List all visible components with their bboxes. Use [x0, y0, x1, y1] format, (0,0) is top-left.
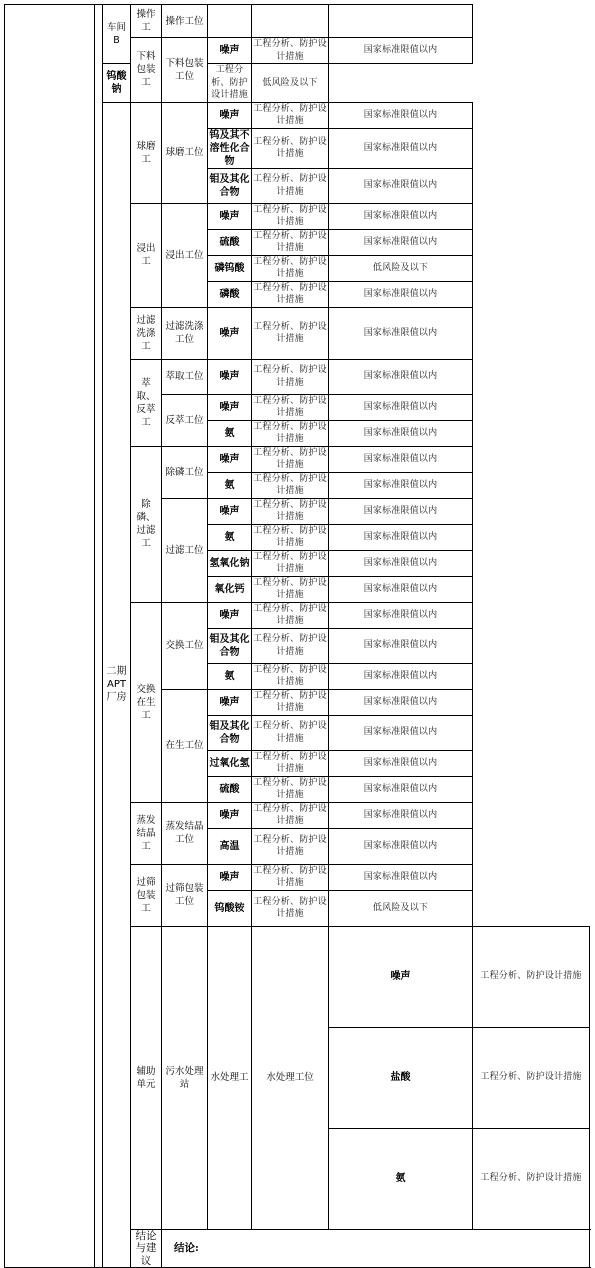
- standard-cell: 国家标准限值以内: [329, 359, 473, 394]
- factor-cell: 噪声: [208, 394, 252, 420]
- factor-cell: 磷酸: [208, 281, 252, 307]
- analysis-cell: 工程分析、防护设计措施: [253, 204, 327, 227]
- analysis-cell: 工程分析、防护设计措施: [253, 256, 327, 279]
- standard-cell: [329, 5, 473, 38]
- standard-cell: 国家标准限值以内: [329, 715, 473, 750]
- factor-cell: 过氧化氢: [208, 750, 252, 776]
- factor-cell: 氨: [208, 420, 252, 446]
- analysis-cell: 工程分析、防护设计措施: [473, 926, 590, 1027]
- analysis-cell: 工程分析、防护设计措施: [253, 525, 327, 548]
- section-label-cell: [5, 5, 95, 1268]
- analysis-cell: 工程分析、防护设计措施: [253, 603, 327, 626]
- factor-cell: 盐酸: [329, 1027, 473, 1128]
- analysis-cell: 工程分析、防护设计措施: [252, 715, 329, 750]
- factor-cell: 钨酸铵: [208, 890, 252, 926]
- post-cell: 除磷、过滤工: [131, 446, 162, 602]
- factor-cell: 氧化钙: [208, 576, 252, 602]
- station-cell: 过滤工位: [162, 498, 208, 602]
- factor-cell: 噪声: [329, 926, 473, 1027]
- factor-cell: 硫酸: [208, 776, 252, 802]
- station-cell: 除磷工位: [162, 446, 208, 498]
- factor-cell: 噪声: [208, 498, 252, 524]
- standard-cell: 国家标准限值以内: [329, 663, 473, 689]
- analysis-cell: 工程分析、防护设计措施: [253, 751, 327, 774]
- station-cell: 萃取工位: [162, 359, 208, 394]
- station-cell: 下料包装工位: [162, 38, 208, 103]
- factor-cell: 噪声: [208, 203, 252, 229]
- analysis-cell: 工程分析、防护设计措施: [253, 103, 327, 126]
- analysis-cell: 工程分析、防护设计措施: [253, 282, 327, 305]
- standard-cell: 国家标准限值以内: [329, 750, 473, 776]
- analysis-cell: 工程分析、防护设计措施: [252, 307, 329, 359]
- station-cell: 过滤洗涤工位: [162, 307, 208, 359]
- station-cell: 交换工位: [162, 602, 208, 689]
- analysis-cell: [252, 5, 329, 38]
- factor-cell: 钼及其化合物: [208, 628, 252, 663]
- station-cell: 水处理工位: [252, 926, 329, 1229]
- analysis-cell: 工程分析、防护设计措施: [253, 39, 327, 62]
- standard-cell: 国家标准限值以内: [329, 472, 473, 498]
- station-cell: 蒸发结晶工位: [162, 802, 208, 864]
- standard-cell: 国家标准限值以内: [329, 203, 473, 229]
- unit-cell: 辅助单元: [131, 926, 162, 1229]
- standard-cell: 国家标准限值以内: [329, 394, 473, 420]
- factor-cell: 氢氧化钠: [208, 550, 252, 576]
- factor-cell: 噪声: [208, 102, 252, 128]
- analysis-cell: 工程分析、防护设计措施: [253, 421, 327, 444]
- standard-cell: 低风险及以下: [252, 64, 329, 103]
- conclusion-label: 结论与建议: [131, 1229, 162, 1268]
- analysis-cell: 工程分析、防护设计措施: [253, 777, 327, 800]
- factor-cell: 噪声: [208, 38, 252, 64]
- factor-cell: 噪声: [208, 446, 252, 472]
- post-cell: 水处理工: [208, 926, 252, 1229]
- station-cell: 在生工位: [162, 689, 208, 802]
- station-cell: 浸出工位: [162, 203, 208, 307]
- standard-cell: 低风险及以下: [329, 890, 473, 926]
- standard-cell: 国家标准限值以内: [329, 38, 473, 64]
- standard-cell: 国家标准限值以内: [329, 168, 473, 203]
- analysis-cell: 工程分析、防护设计措施: [253, 690, 327, 713]
- analysis-cell: 工程分析、防护设计措施: [253, 395, 327, 418]
- standard-cell: 国家标准限值以内: [329, 524, 473, 550]
- factor-cell: 氨: [208, 472, 252, 498]
- post-cell: 过滤洗涤工: [131, 307, 162, 359]
- standard-cell: 国家标准限值以内: [329, 802, 473, 828]
- standard-cell: 国家标准限值以内: [329, 828, 473, 864]
- standard-cell: 国家标准限值以内: [329, 689, 473, 715]
- factor-cell: 磷钨酸: [208, 255, 252, 281]
- hazard-table: [4, 4, 590, 1268]
- station-cell: 球磨工位: [162, 102, 208, 203]
- post-cell: 浸出工: [131, 203, 162, 307]
- factor-cell: 钼及其化合物: [208, 168, 252, 203]
- analysis-cell: 工程分析、防护设计措施: [253, 803, 327, 826]
- standard-cell: 国家标准限值以内: [329, 307, 473, 359]
- analysis-cell: 工程分析、防护设计措施: [208, 64, 252, 103]
- analysis-cell: 工程分析、防护设计措施: [253, 551, 327, 574]
- area-cell: 二期APT厂房: [103, 102, 131, 1268]
- station-cell: 反萃工位: [162, 394, 208, 446]
- analysis-cell: 工程分析、防护设计措施: [253, 865, 327, 888]
- analysis-cell: 工程分析、防护设计措施: [252, 168, 329, 203]
- analysis-cell: 工程分析、防护设计措施: [252, 359, 329, 394]
- standard-cell: 国家标准限值以内: [329, 229, 473, 255]
- factor-cell: 氨: [208, 663, 252, 689]
- analysis-cell: 工程分析、防护设计措施: [252, 128, 329, 168]
- analysis-cell: 工程分析、防护设计措施: [253, 473, 327, 496]
- standard-cell: 国家标准限值以内: [329, 281, 473, 307]
- standard-cell: 国家标准限值以内: [329, 446, 473, 472]
- analysis-cell: 工程分析、防护设计措施: [252, 628, 329, 663]
- area-cell: 车间B: [103, 5, 131, 64]
- factor-cell: 噪声: [208, 864, 252, 890]
- factor-cell: 高温: [208, 828, 252, 864]
- spacer-column: [95, 5, 103, 1268]
- factor-cell: 噪声: [208, 689, 252, 715]
- analysis-cell: 工程分析、防护设计措施: [253, 447, 327, 470]
- standard-cell: 国家标准限值以内: [329, 576, 473, 602]
- post-cell: 过筛包装工: [131, 864, 162, 926]
- post-cell: 球磨工: [131, 102, 162, 203]
- standard-cell: 低风险及以下: [329, 255, 473, 281]
- standard-cell: 国家标准限值以内: [329, 864, 473, 890]
- factor-cell: 噪声: [208, 802, 252, 828]
- post-cell: 蒸发结晶工: [131, 802, 162, 864]
- factor-cell: 氨: [208, 524, 252, 550]
- standard-cell: 国家标准限值以内: [329, 602, 473, 628]
- standard-cell: 国家标准限值以内: [329, 550, 473, 576]
- standard-cell: 国家标准限值以内: [329, 420, 473, 446]
- post-cell: 交换在生工: [131, 602, 162, 802]
- factor-cell: 钨酸钠: [103, 64, 131, 103]
- area-cell: 污水处理站: [162, 926, 208, 1229]
- post-cell: 操作工: [131, 5, 162, 38]
- standard-cell: 国家标准限值以内: [329, 628, 473, 663]
- conclusion-text: 结论:: [162, 1229, 590, 1268]
- station-cell: 过筛包装工位: [162, 864, 208, 926]
- factor-cell: 噪声: [208, 359, 252, 394]
- analysis-cell: 工程分析、防护设计措施: [253, 664, 327, 687]
- factor-cell: 噪声: [208, 602, 252, 628]
- analysis-cell: 工程分析、防护设计措施: [473, 1027, 590, 1128]
- analysis-cell: 工程分析、防护设计措施: [253, 499, 327, 522]
- station-cell: 操作工位: [162, 5, 208, 38]
- factor-cell: 钼及其化合物: [208, 715, 252, 750]
- factor-cell: 钨及其不溶性化合物: [209, 129, 250, 167]
- standard-cell: 国家标准限值以内: [329, 498, 473, 524]
- standard-cell: 国家标准限值以内: [329, 128, 473, 168]
- standard-cell: 国家标准限值以内: [329, 102, 473, 128]
- analysis-cell: 工程分析、防护设计措施: [253, 230, 327, 253]
- analysis-cell: 工程分析、防护设计措施: [252, 890, 329, 926]
- post-cell: 萃取、反萃工: [131, 359, 162, 446]
- analysis-cell: 工程分析、防护设计措施: [253, 577, 327, 600]
- factor-cell: 噪声: [208, 307, 252, 359]
- factor-cell: 氨: [329, 1128, 473, 1229]
- post-cell: 下料包装工: [131, 38, 162, 103]
- factor-cell: [208, 5, 252, 38]
- factor-cell: 硫酸: [208, 229, 252, 255]
- analysis-cell: 工程分析、防护设计措施: [252, 828, 329, 864]
- standard-cell: 国家标准限值以内: [329, 776, 473, 802]
- analysis-cell: 工程分析、防护设计措施: [473, 1128, 590, 1229]
